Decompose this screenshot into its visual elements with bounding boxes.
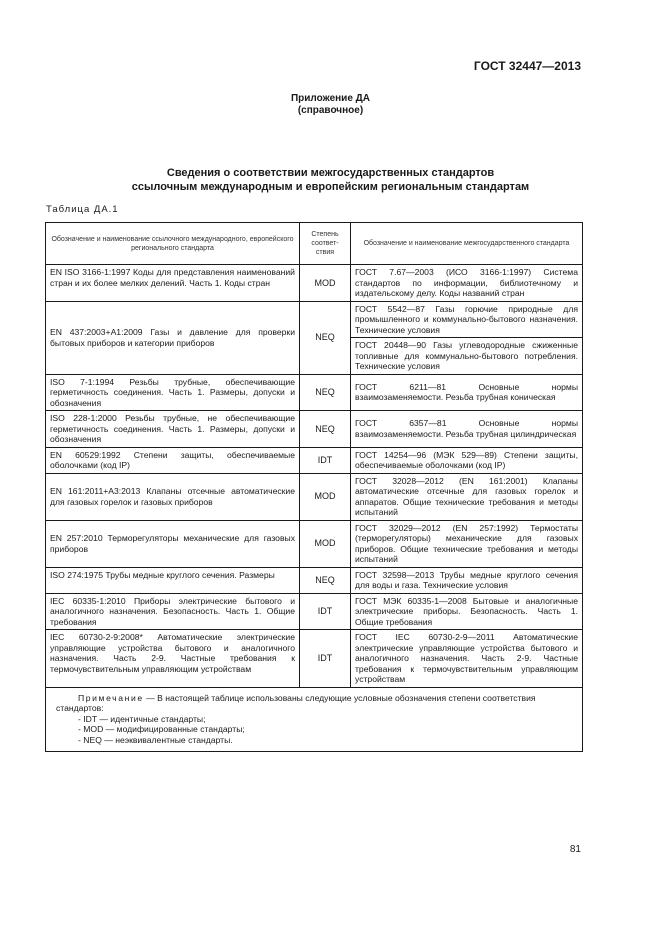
table-header-row: [46, 223, 583, 265]
gost-cell: ГОСТ 6357—81 Основные нормы взаимозаменяемости. Резьба трубная цилиндрическая: [351, 411, 583, 448]
ref-standard-cell: ISO 7-1:1994 Резьбы трубные, обеспечивающие герметичность соединения. Часть 1. Размеры, допуски и обозначения: [46, 374, 300, 411]
page-number: 81: [569, 844, 581, 855]
list-item: - NEQ — неэквивалентные стандарты.: [78, 734, 233, 745]
correspondence-table: [45, 222, 583, 752]
standard-designation: ГОСТ 32447—2013: [473, 59, 581, 73]
table-row: [46, 374, 583, 411]
appendix-heading: [0, 93, 661, 117]
table-row: [46, 593, 583, 630]
gost-cell: ГОСТ 32598—2013 Трубы медные круглого сечения для воды и газа. Технические условия: [351, 567, 583, 593]
appendix-title: Приложение ДА: [290, 93, 371, 104]
gost-cell: ГОСТ 14254—96 (МЭК 529—89) Степени защиты, обеспечиваемые оболочками (код IP): [351, 447, 583, 473]
table-row: [46, 520, 583, 567]
note-label: Примечание: [78, 692, 144, 703]
ref-standard-cell: IEC 60730-2-9:2008* Автоматические электрические управляющие устройства бытового и аналогичного назначения. Часть 2-9. Частные требования к термочувствительным управляющим устройствам: [46, 630, 300, 688]
table-row: [46, 265, 583, 302]
gost-cell: ГОСТ 20448—90 Газы углеводородные сжиженные топливные для коммунально-бытового потребления. Технические условия: [351, 338, 583, 375]
appendix-subtitle: (справочное): [297, 105, 364, 116]
degree-cell: MOD: [300, 473, 351, 520]
degree-cell: NEQ: [300, 374, 351, 411]
title-line-1: Сведения о соответствии межгосударственных стандартов: [166, 167, 495, 179]
degree-cell: IDT: [300, 447, 351, 473]
gost-cell: ГОСТ 32028—2012 (EN 161:2001) Клапаны автоматические отсечные для газовых горелок и аппаратов. Общие технические требования и методы испытаний: [351, 473, 583, 520]
header-degree: Степень соответ-ствия: [300, 223, 351, 265]
list-item: - MOD — модифицированные стандарты;: [78, 724, 245, 734]
list-item: - IDT — идентичные стандарты;: [78, 713, 206, 724]
header-gost: Обозначение и наименование межгосударственного стандарта: [351, 223, 583, 265]
degree-cell: NEQ: [300, 301, 351, 374]
gost-cell: ГОСТ 5542—87 Газы горючие природные для промышленного и коммунально-бытового назначения. Технические условия: [351, 301, 583, 338]
document-title: [0, 166, 661, 194]
table-note-row: [46, 687, 583, 752]
ref-standard-cell: EN 257:2010 Терморегуляторы механические для газовых приборов: [46, 520, 300, 567]
gost-cell: ГОСТ IEC 60730-2-9—2011 Автоматические электрические управляющие устройства бытового и аналогичного назначения. Часть 2-9. Частные требования к термочувствительным управляющим устройствам: [351, 630, 583, 688]
table-row: [46, 473, 583, 520]
degree-cell: MOD: [300, 520, 351, 567]
degree-cell: NEQ: [300, 411, 351, 448]
note-text: — В настоящей таблице использованы следующие условные обозначения степени соответствия стандартов:: [56, 692, 536, 713]
gost-cell: ГОСТ МЭК 60335-1—2008 Бытовые и аналогичные электрические приборы. Безопасность. Часть 1. Общие требования: [351, 593, 583, 630]
table-caption: Таблица ДА.1: [46, 204, 119, 215]
table-row: [46, 567, 583, 593]
header-ref-standard: Обозначение и наименование ссылочного международного, европейского регионального стандарта: [46, 223, 300, 265]
table-row: [46, 447, 583, 473]
gost-cell: ГОСТ 6211—81 Основные нормы взаимозаменяемости. Резьба трубная коническая: [351, 374, 583, 411]
degree-cell: MOD: [300, 265, 351, 302]
ref-standard-cell: EN ISO 3166-1:1997 Коды для представления наименований стран и их более мелких делений. Часть 1. Коды стран: [46, 265, 300, 302]
degree-cell: NEQ: [300, 567, 351, 593]
gost-cell: ГОСТ 32029—2012 (EN 257:1992) Термостаты (терморегуляторы) механические для газовых приборов. Общие технические требования и методы испытаний: [351, 520, 583, 567]
ref-standard-cell: EN 60529:1992 Степени защиты, обеспечиваемые оболочками (код IP): [46, 447, 300, 473]
degree-cell: IDT: [300, 593, 351, 630]
title-line-2: ссылочным международным и европейским региональным стандартам: [131, 181, 530, 193]
table-row: [46, 301, 583, 338]
degree-cell: IDT: [300, 630, 351, 688]
ref-standard-cell: EN 437:2003+А1:2009 Газы и давление для проверки бытовых приборов и категории приборов: [46, 301, 300, 374]
ref-standard-cell: ISO 274:1975 Трубы медные круглого сечения. Размеры: [46, 567, 300, 593]
ref-standard-cell: ISO 228-1:2000 Резьбы трубные, не обеспечивающие герметичность соединения. Часть 1. Размеры, допуски и обозначения: [46, 411, 300, 448]
table-note: [46, 687, 583, 752]
note-list: [56, 714, 576, 746]
table-row: [46, 411, 583, 448]
table-row: [46, 630, 583, 688]
ref-standard-cell: EN 161:2011+А3:2013 Клапаны отсечные автоматические для газовых горелок и газовых приборов: [46, 473, 300, 520]
note-text-block: [56, 693, 576, 714]
gost-cell: ГОСТ 7.67—2003 (ИСО 3166-1:1997) Система стандартов по информации, библиотечному и издательскому делу. Коды названий стран: [351, 265, 583, 302]
ref-standard-cell: IEC 60335-1:2010 Приборы электрические бытового и аналогичного назначения. Безопасность. Часть 1. Общие требования: [46, 593, 300, 630]
